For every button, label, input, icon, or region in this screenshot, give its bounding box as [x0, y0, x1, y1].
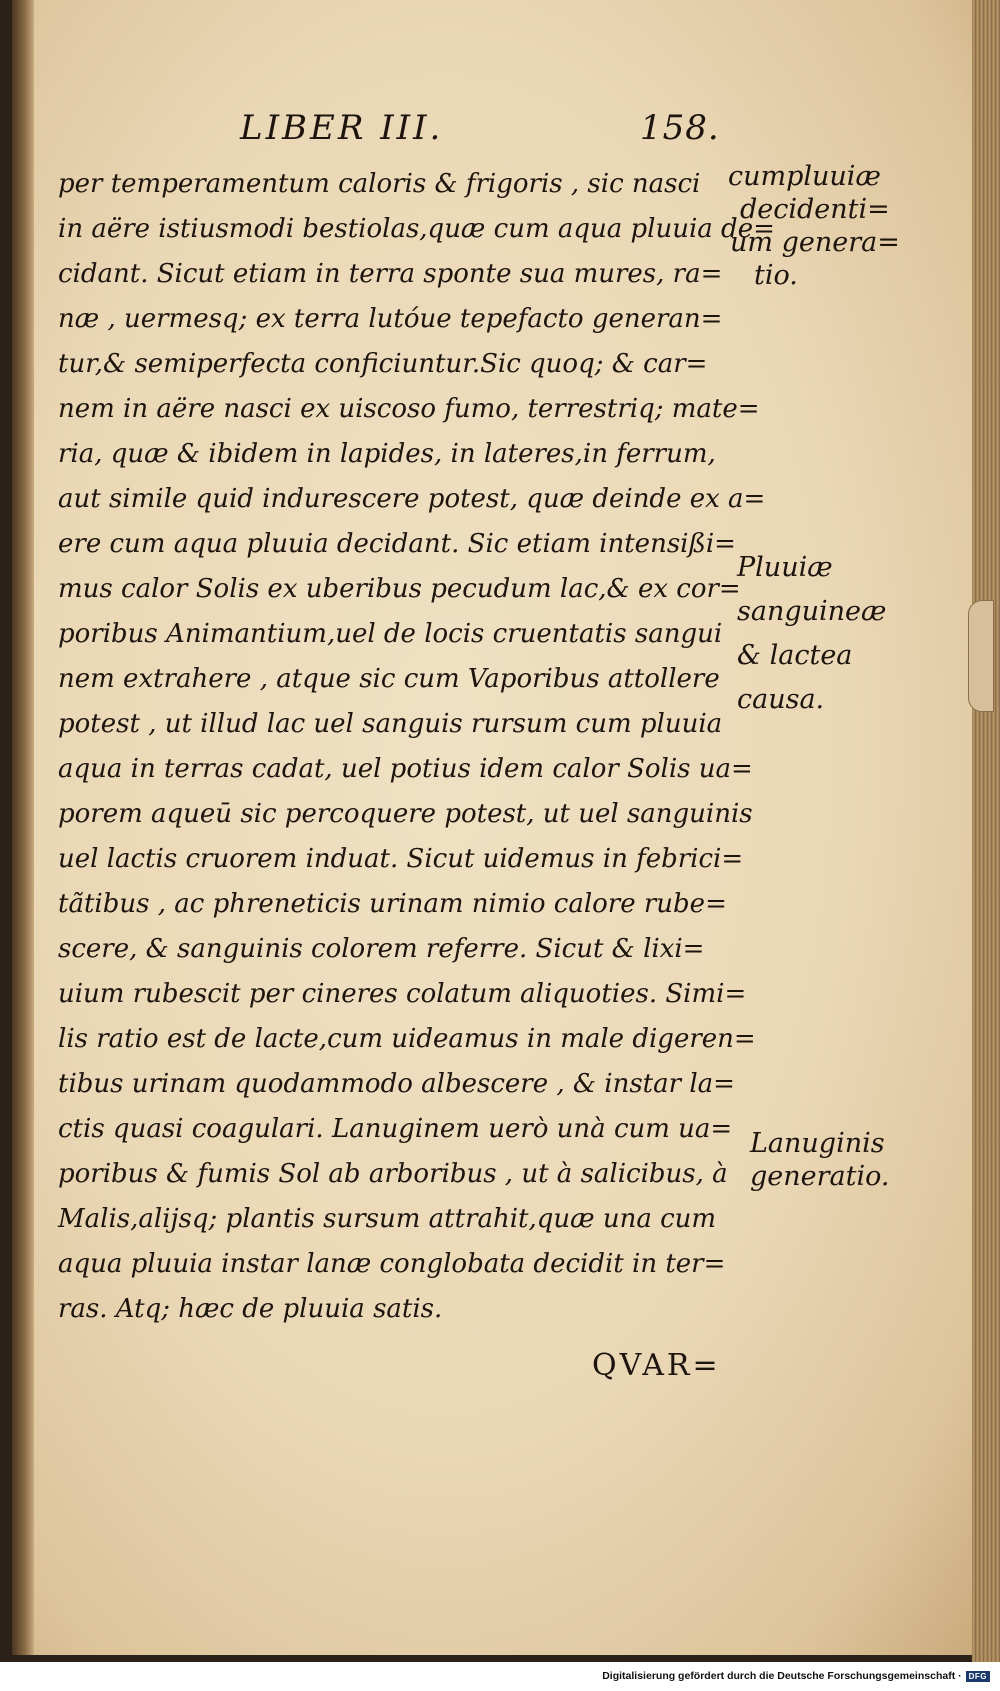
text-line: næ , uermesq; ex terra lutóue tepefacto generan=: [58, 304, 723, 334]
running-head: LIBER III.: [240, 108, 444, 148]
catchword: QVAR=: [592, 1348, 721, 1383]
marginal-note-line: sanguineæ: [737, 596, 887, 627]
marginal-note-line: decidenti=: [740, 194, 890, 225]
binding-gutter: [12, 0, 34, 1655]
text-line: ctis quasi coagulari. Lanuginem uerò unà cum ua=: [58, 1114, 733, 1144]
marginal-note: [737, 546, 886, 722]
text-line: mus calor Solis ex uberibus pecudum lac,& ex cor=: [58, 574, 741, 604]
marginal-note-line: Pluuiæ: [737, 552, 833, 583]
text-line: poribus Animantium,uel de locis cruentatis sangui: [58, 619, 723, 649]
marginal-note-line: cumpluuiæ: [728, 161, 881, 192]
text-line: ere cum aqua pluuia decidant. Sic etiam intensißi=: [58, 529, 736, 559]
marginal-note-line: & lactea: [737, 640, 853, 671]
text-line: nem extrahere , atque sic cum Vaporibus attollere: [58, 664, 720, 694]
page-edge-tab: [968, 600, 994, 712]
body-text: [58, 162, 775, 1332]
page-number: 158.: [640, 108, 720, 148]
text-line: in aëre istiusmodi bestiolas,quæ cum aqua pluuia de=: [58, 214, 775, 244]
book-fore-edge: [972, 0, 1000, 1662]
text-line: tãtibus , ac phreneticis urinam nimio calore rube=: [58, 889, 727, 919]
text-line: per temperamentum caloris & frigoris , sic nasci: [58, 169, 701, 199]
credit-text: Digitalisierung gefördert durch die Deutsche Forschungsgemeinschaft ·: [602, 1670, 962, 1682]
dfg-logo-icon: DFG: [966, 1671, 990, 1682]
text-line: poribus & fumis Sol ab arboribus , ut à salicibus, à: [58, 1159, 728, 1189]
marginal-note: [750, 1127, 889, 1193]
text-line: aut simile quid indurescere potest, quæ deinde ex a=: [58, 484, 766, 514]
marginal-note: [728, 160, 900, 292]
text-line: lis ratio est de lacte,cum uideamus in male digeren=: [58, 1024, 756, 1054]
marginal-note-line: Lanuginis: [750, 1128, 885, 1159]
text-line: ras. Atq; hæc de pluuia satis.: [58, 1294, 443, 1324]
text-line: aqua pluuia instar lanæ conglobata decidit in ter=: [58, 1249, 726, 1279]
text-line: uium rubescit per cineres colatum aliquoties. Simi=: [58, 979, 747, 1009]
marginal-note-line: um genera=: [730, 227, 900, 258]
text-line: scere, & sanguinis colorem referre. Sicut & lixi=: [58, 934, 705, 964]
marginal-note-line: tio.: [754, 260, 798, 291]
text-line: nem in aëre nasci ex uiscoso fumo, terrestriq; mate=: [58, 394, 760, 424]
paper-leaf: [12, 0, 974, 1655]
text-line: porem aqueū sic percoquere potest, ut uel sanguinis: [58, 799, 753, 829]
text-line: Malis,alijsq; plantis sursum attrahit,quæ una cum: [58, 1204, 717, 1234]
marginal-note-line: causa.: [737, 684, 825, 715]
text-line: tur,& semiperfecta conficiuntur.Sic quoq; & car=: [58, 349, 708, 379]
text-line: cidant. Sicut etiam in terra sponte sua mures, ra=: [58, 259, 723, 289]
text-line: aqua in terras cadat, uel potius idem calor Solis ua=: [58, 754, 753, 784]
text-line: potest , ut illud lac uel sanguis rursum cum pluuia: [58, 709, 723, 739]
text-line: tibus urinam quodammodo albescere , & instar la=: [58, 1069, 735, 1099]
marginal-note-line: generatio.: [750, 1161, 890, 1192]
text-line: ria, quæ & ibidem in lapides, in lateres,in ferrum,: [58, 439, 716, 469]
text-line: uel lactis cruorem induat. Sicut uidemus in febrici=: [58, 844, 744, 874]
digitization-credit: [602, 1670, 990, 1682]
